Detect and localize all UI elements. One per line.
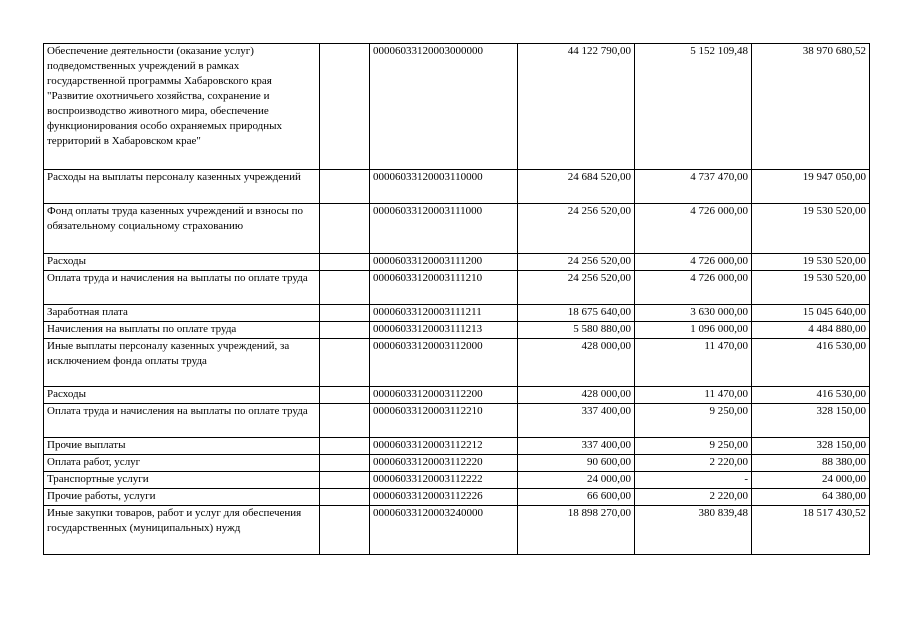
row-code-cell: 00006033120003240000 (370, 506, 518, 555)
row-code-cell: 00006033120003110000 (370, 170, 518, 204)
table-row (44, 404, 870, 438)
row-spacer-cell (320, 387, 370, 404)
row-unexecuted-cell: 19 530 520,00 (752, 271, 870, 305)
table-row (44, 204, 870, 254)
row-executed-cell: 3 630 000,00 (635, 305, 752, 322)
row-unexecuted-cell: 416 530,00 (752, 339, 870, 387)
row-name-cell: Иные выплаты персоналу казенных учреждений, за исключением фонда оплаты труда (44, 339, 320, 387)
table-row (44, 305, 870, 322)
row-spacer-cell (320, 455, 370, 472)
row-executed-cell: 380 839,48 (635, 506, 752, 555)
row-spacer-cell (320, 170, 370, 204)
row-name-cell: Оплата труда и начисления на выплаты по оплате труда (44, 404, 320, 438)
table-row (44, 438, 870, 455)
row-code-cell: 00006033120003111210 (370, 271, 518, 305)
table-row (44, 254, 870, 271)
row-name-cell: Транспортные услуги (44, 472, 320, 489)
row-code-cell: 00006033120003112210 (370, 404, 518, 438)
table-row (44, 472, 870, 489)
row-unexecuted-cell: 328 150,00 (752, 438, 870, 455)
row-unexecuted-cell: 328 150,00 (752, 404, 870, 438)
row-code-cell: 00006033120003112220 (370, 455, 518, 472)
row-spacer-cell (320, 339, 370, 387)
row-spacer-cell (320, 489, 370, 506)
row-approved-cell: 428 000,00 (518, 387, 635, 404)
row-approved-cell: 18 898 270,00 (518, 506, 635, 555)
row-approved-cell: 18 675 640,00 (518, 305, 635, 322)
row-code-cell: 00006033120003112200 (370, 387, 518, 404)
row-approved-cell: 24 256 520,00 (518, 254, 635, 271)
row-name-cell: Начисления на выплаты по оплате труда (44, 322, 320, 339)
row-code-cell: 00006033120003111000 (370, 204, 518, 254)
row-spacer-cell (320, 271, 370, 305)
row-executed-cell: - (635, 472, 752, 489)
row-code-cell: 00006033120003111213 (370, 322, 518, 339)
row-code-cell: 00006033120003112212 (370, 438, 518, 455)
row-name-cell: Заработная плата (44, 305, 320, 322)
row-executed-cell: 4 737 470,00 (635, 170, 752, 204)
row-code-cell: 00006033120003000000 (370, 44, 518, 170)
row-name-cell: Расходы (44, 387, 320, 404)
row-approved-cell: 90 600,00 (518, 455, 635, 472)
row-executed-cell: 5 152 109,48 (635, 44, 752, 170)
row-approved-cell: 337 400,00 (518, 438, 635, 455)
row-spacer-cell (320, 404, 370, 438)
table-row (44, 506, 870, 555)
row-spacer-cell (320, 472, 370, 489)
row-unexecuted-cell: 18 517 430,52 (752, 506, 870, 555)
table-row (44, 339, 870, 387)
row-approved-cell: 428 000,00 (518, 339, 635, 387)
budget-execution-table (43, 43, 870, 555)
row-spacer-cell (320, 506, 370, 555)
row-executed-cell: 11 470,00 (635, 387, 752, 404)
row-executed-cell: 1 096 000,00 (635, 322, 752, 339)
row-unexecuted-cell: 64 380,00 (752, 489, 870, 506)
row-name-cell: Оплата труда и начисления на выплаты по оплате труда (44, 271, 320, 305)
row-unexecuted-cell: 15 045 640,00 (752, 305, 870, 322)
row-unexecuted-cell: 19 530 520,00 (752, 204, 870, 254)
row-executed-cell: 4 726 000,00 (635, 254, 752, 271)
row-spacer-cell (320, 305, 370, 322)
row-name-cell: Оплата работ, услуг (44, 455, 320, 472)
row-code-cell: 00006033120003112222 (370, 472, 518, 489)
row-approved-cell: 24 000,00 (518, 472, 635, 489)
row-approved-cell: 24 684 520,00 (518, 170, 635, 204)
table-row (44, 489, 870, 506)
row-approved-cell: 5 580 880,00 (518, 322, 635, 339)
row-name-cell: Обеспечение деятельности (оказание услуг) подведомственных учреждений в рамках государственной программы Хабаровского края "Развитие охотничьего хозяйства, сохранение и воспроизводство животного мира, обеспечение функционирования особо охраняемых природных территорий в Хабаровском крае" (44, 44, 320, 170)
table-row (44, 455, 870, 472)
row-spacer-cell (320, 322, 370, 339)
row-unexecuted-cell: 4 484 880,00 (752, 322, 870, 339)
row-spacer-cell (320, 44, 370, 170)
row-executed-cell: 4 726 000,00 (635, 204, 752, 254)
row-code-cell: 00006033120003112226 (370, 489, 518, 506)
row-approved-cell: 24 256 520,00 (518, 204, 635, 254)
row-unexecuted-cell: 19 530 520,00 (752, 254, 870, 271)
row-name-cell: Прочие выплаты (44, 438, 320, 455)
row-approved-cell: 337 400,00 (518, 404, 635, 438)
row-unexecuted-cell: 19 947 050,00 (752, 170, 870, 204)
row-name-cell: Расходы (44, 254, 320, 271)
row-spacer-cell (320, 254, 370, 271)
row-spacer-cell (320, 438, 370, 455)
table-row (44, 44, 870, 170)
table-row (44, 271, 870, 305)
row-executed-cell: 2 220,00 (635, 489, 752, 506)
row-name-cell: Расходы на выплаты персоналу казенных учреждений (44, 170, 320, 204)
row-code-cell: 00006033120003111200 (370, 254, 518, 271)
row-name-cell: Иные закупки товаров, работ и услуг для обеспечения государственных (муниципальных) нужд (44, 506, 320, 555)
table-row (44, 387, 870, 404)
row-executed-cell: 9 250,00 (635, 404, 752, 438)
row-spacer-cell (320, 204, 370, 254)
row-code-cell: 00006033120003112000 (370, 339, 518, 387)
row-approved-cell: 44 122 790,00 (518, 44, 635, 170)
row-name-cell: Фонд оплаты труда казенных учреждений и взносы по обязательному социальному страхованию (44, 204, 320, 254)
table-row (44, 170, 870, 204)
row-unexecuted-cell: 38 970 680,52 (752, 44, 870, 170)
row-approved-cell: 66 600,00 (518, 489, 635, 506)
row-unexecuted-cell: 88 380,00 (752, 455, 870, 472)
row-executed-cell: 2 220,00 (635, 455, 752, 472)
row-unexecuted-cell: 24 000,00 (752, 472, 870, 489)
row-executed-cell: 4 726 000,00 (635, 271, 752, 305)
row-approved-cell: 24 256 520,00 (518, 271, 635, 305)
table-body (44, 44, 870, 555)
row-unexecuted-cell: 416 530,00 (752, 387, 870, 404)
row-executed-cell: 11 470,00 (635, 339, 752, 387)
row-name-cell: Прочие работы, услуги (44, 489, 320, 506)
row-executed-cell: 9 250,00 (635, 438, 752, 455)
row-code-cell: 00006033120003111211 (370, 305, 518, 322)
table-row (44, 322, 870, 339)
